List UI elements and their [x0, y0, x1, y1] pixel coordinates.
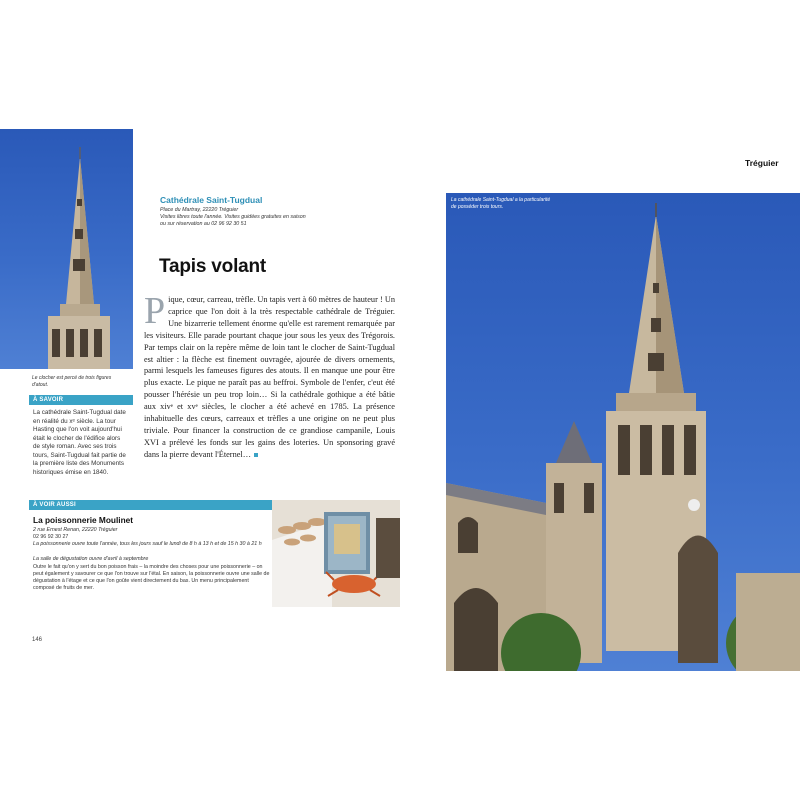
moulinet-text: Outre le fait qu'on y sert du bon poisson frais – la moindre des choses pour une poissonnerie – on peut également y savourer ce que l'on trouve sur l'étal. En saison, la poissonnerie ouvre une salle de dégustation à l'étage et ce que l'on goûte vient directement du bas. Un menu principalement composé de fruits de mer. — [33, 564, 270, 591]
spire-illustration — [0, 129, 133, 369]
a-savoir-header: À SAVOIR — [29, 395, 133, 405]
article-text: ique, cœur, carreau, trèfle. Un tapis vert à 60 mètres de hauteur ! Un caprice que l'on doit à la très respectable cathédrale de Tréguier. Une bizarrerie tellement énorme qu'elle est rarement remarquée par les visiteurs. Elle parade pourtant chaque jour sous les yeux des Trégorois. Par temps clair on la repère même de loin tant le clocher de Saint-Tugdual est altier : la flèche est finement ouvragée, ajourée de divers ornements, parmi lesquels les fameuses figures des atouts. Il en manque une pour être plus exacte. Le pique ne paraît pas au beffroi. Symbole de l'enfer, c'eut été pousser l'hérésie un peu trop loin… Si la cathédrale gothique a été bâtie aux xivᵉ et xvᵉ siècles, le clocher a été achevé en 1785. La présence inhabituelle des cœurs, carreaux et trèfles a une origine on ne peut plus triviale. Pour financer la construction de ce grandiose campanile, Louis XVI a prélevé les fonds sur les gains des loteries. Un sponsoring gravé dans la pierre devant l'Éternel… — [144, 295, 395, 459]
site-info-address: Place du Martray, 22220 Tréguier — [160, 207, 239, 213]
moulinet-address: 2 rue Ernest Renan, 22220 Tréguier — [33, 527, 118, 533]
page-number: 146 — [32, 637, 43, 643]
article-body — [144, 294, 395, 494]
fish-shop-photo — [272, 500, 400, 607]
moulinet-phone: 02 96 92 30 27 — [33, 534, 69, 540]
left-spire-photo — [0, 129, 133, 369]
article-title: Tapis volant — [159, 256, 267, 277]
fish-shop-illustration — [272, 500, 400, 607]
site-info-visits: Visites libres toute l'année. Visites guidées gratuites en saison — [160, 214, 306, 220]
cathedral-photo — [446, 193, 800, 671]
cathedral-illustration — [446, 193, 800, 671]
moulinet-title: La poissonnerie Moulinet — [33, 515, 134, 525]
end-mark-icon — [254, 453, 258, 457]
moulinet-room: La salle de dégustation ouvre d'avril à septembre — [33, 556, 149, 562]
site-info-phone: ou sur réservation au 02 96 92 30 51 — [160, 221, 247, 227]
a-savoir-text: La cathédrale Saint-Tugdual date en réalité du xᵉ siècle. La tour Hasting que l'on voit aujourd'hui était le clocher de l'édifice alors de style roman. Avec ses trois tours, Saint-Tugdual fait partie de la première liste des Monuments historiques émise en 1840. — [33, 409, 126, 476]
left-photo-caption: Le clocher est percé de trois figures d'atout. — [32, 375, 112, 388]
article-dropcap: P — [144, 294, 166, 332]
a-voir-aussi-header: À VOIR AUSSI — [29, 500, 273, 510]
site-info-title: Cathédrale Saint-Tugdual — [160, 195, 263, 205]
moulinet-hours: La poissonnerie ouvre toute l'année, tous les jours sauf le lundi de 8 h à 13 h et de 15 h 30 à 21 h — [33, 541, 262, 547]
cathedral-photo-caption: La cathédrale Saint-Tugdual a la particularité de posséder trois tours. — [451, 197, 551, 210]
running-head: Tréguier — [745, 158, 779, 168]
